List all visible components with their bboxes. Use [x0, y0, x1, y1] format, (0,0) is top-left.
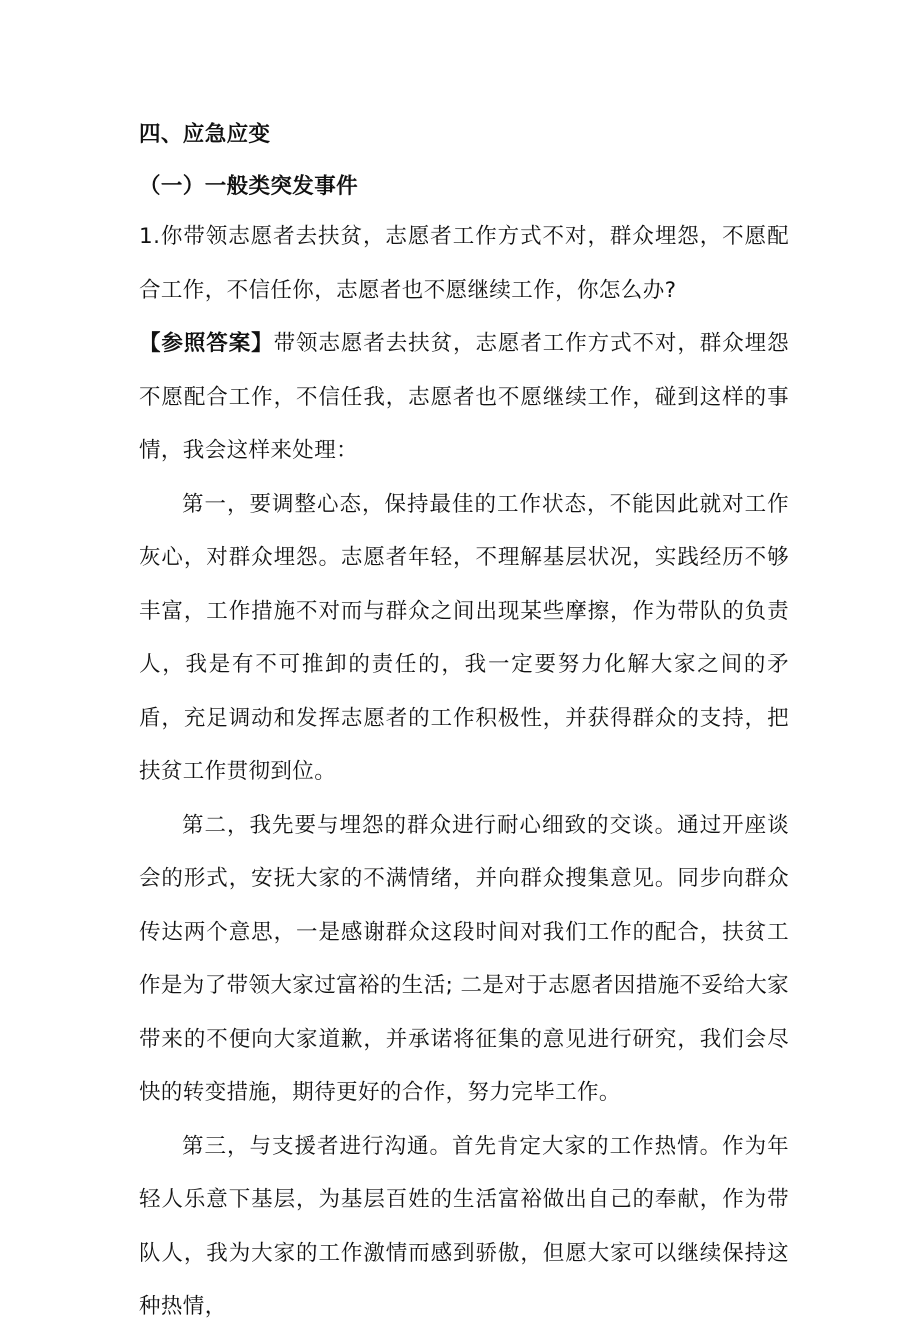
question-text: 1.你带领志愿者去扶贫，志愿者工作方式不对，群众埋怨，不愿配合工作，不信任你，志愿者也不愿继续工作，你怎么办? [139, 224, 789, 303]
answer-intro-text: 带领志愿者去扶贫，志愿者工作方式不对，群众埋怨不愿配合工作，不信任我，志愿者也不愿继续工作，碰到这样的事情，我会这样来处理： [139, 331, 789, 463]
section-title: 四、应急应变 [139, 122, 271, 147]
answer-paragraph-1: 第一，要调整心态，保持最佳的工作状态，不能因此就对工作灰心，对群众埋怨。志愿者年轻，不理解基层状况，实践经历不够丰富，工作措施不对而与群众之间出现某些摩擦，作为带队的负责人，我是有不可推卸的责任的，我一定要努力化解大家之间的矛盾，充足调动和发挥志愿者的工作积极性，并获得群众的支持，把扶贫工作贯彻到位。 [139, 491, 789, 784]
subsection-title: （一）一般类突发事件 [139, 174, 359, 199]
answer-paragraph-2: 第二，我先要与埋怨的群众进行耐心细致的交谈。通过开座谈会的形式，安抚大家的不满情绪，并向群众搜集意见。同步向群众传达两个意思，一是感谢群众这段时间对我们工作的配合，扶贫工作是为了带领大家过富裕的生活; 二是对于志愿者因措施不妥给大家带来的不便向大家道歉，并承诺将征集的意见进行研究，我们会尽快的转变措施，期待更好的合作，努力完毕工作。 [139, 812, 789, 1105]
answer-paragraph-3: 第三，与支援者进行沟通。首先肯定大家的工作热情。作为年轻人乐意下基层，为基层百姓的生活富裕做出自己的奉献，作为带队人，我为大家的工作激情而感到骄傲，但愿大家可以继续保持这种热情， [139, 1133, 789, 1319]
answer-intro-paragraph [139, 317, 789, 478]
document-body [139, 118, 789, 1334]
answer-label: 【参照答案】 [139, 331, 274, 356]
